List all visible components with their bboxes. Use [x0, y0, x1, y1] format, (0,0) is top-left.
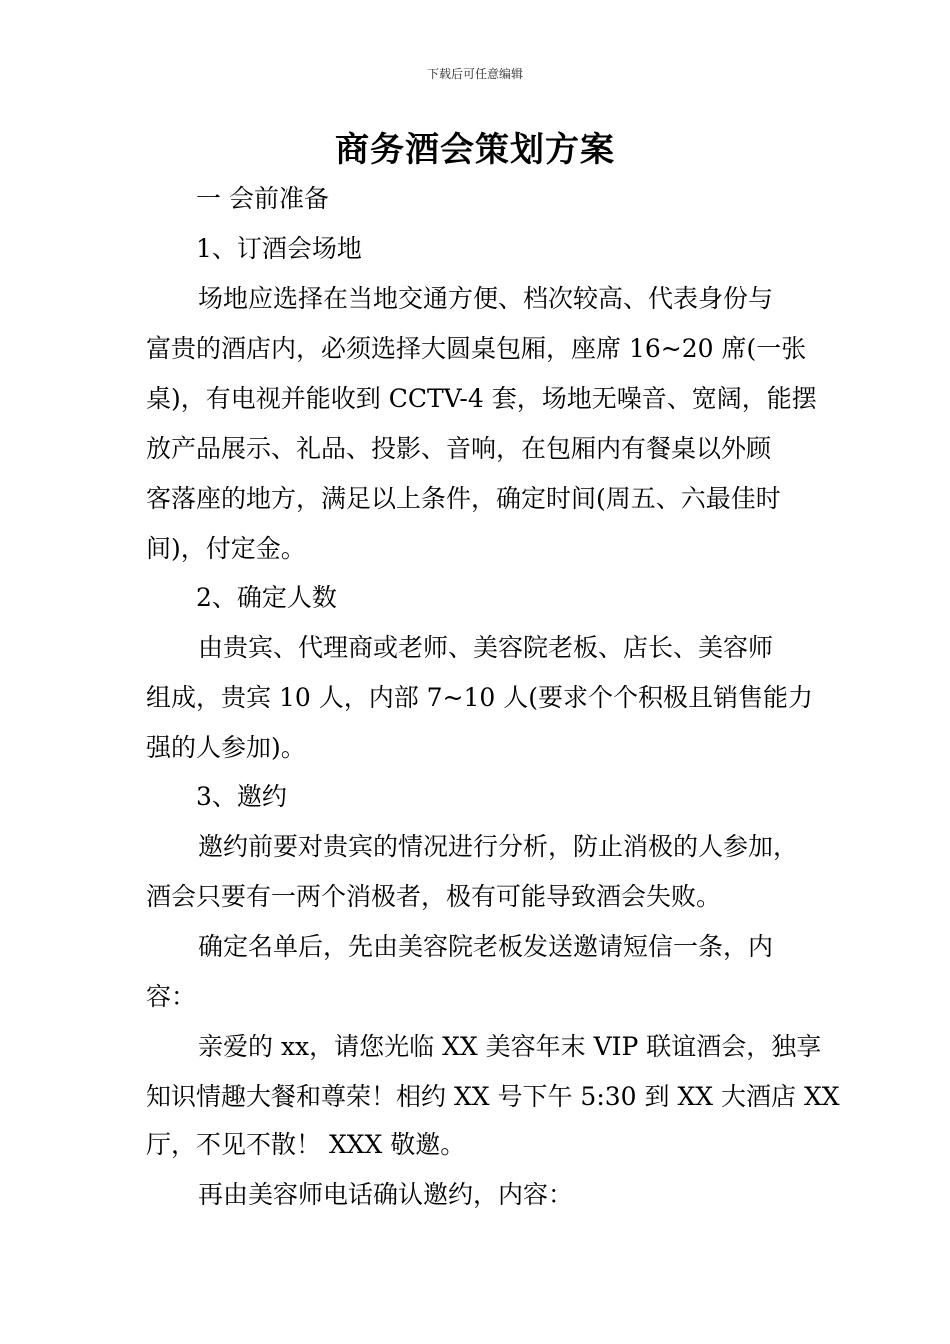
- paragraph-line: 确定名单后，先由美容院老板发送邀请短信一条，内: [198, 932, 774, 961]
- subsection-heading: 3、邀约: [196, 782, 287, 811]
- page-header-note: 下载后可任意编辑: [426, 67, 523, 81]
- paragraph-line: 厅，不见不散！ XXX 敬邀。: [146, 1130, 466, 1159]
- paragraph-line: 组成，贵宾 10 人，内部 7~10 人(要求个个积极且销售能力: [146, 683, 814, 712]
- subsection-heading: 2、确定人数: [196, 583, 337, 612]
- paragraph-line: 亲爱的 xx，请您光临 XX 美容年末 VIP 联谊酒会，独享: [198, 1032, 822, 1061]
- paragraph-line: 客落座的地方，满足以上条件，确定时间(周五、六最佳时: [146, 484, 781, 513]
- paragraph-line: 强的人参加)。: [146, 733, 306, 762]
- paragraph-line: 酒会只要有一两个消极者，极有可能导致酒会失败。: [146, 882, 722, 911]
- paragraph-line: 场地应选择在当地交通方便、档次较高、代表身份与: [198, 284, 774, 313]
- paragraph-line: 知识情趣大餐和尊荣！相约 XX 号下午 5:30 到 XX 大酒店 XX: [146, 1082, 840, 1111]
- paragraph-line: 容：: [146, 982, 197, 1011]
- paragraph-line: 再由美容师电话确认邀约，内容：: [198, 1180, 574, 1209]
- paragraph-line: 间)，付定金。: [146, 534, 306, 563]
- paragraph-line: 邀约前要对贵宾的情况进行分析，防止消极的人参加，: [198, 832, 799, 861]
- subsection-heading: 1、订酒会场地: [196, 234, 362, 263]
- paragraph-line: 桌)，有电视并能收到 CCTV-4 套，场地无噪音、宽阔，能摆: [146, 384, 817, 413]
- document-title: 商务酒会策划方案: [335, 130, 615, 170]
- paragraph-line: 富贵的酒店内，必须选择大圆桌包厢，座席 16~20 席(一张: [146, 334, 807, 363]
- section-heading: 一 会前准备: [196, 184, 329, 213]
- paragraph-line: 放产品展示、礼品、投影、音响，在包厢内有餐桌以外顾: [146, 434, 772, 463]
- paragraph-line: 由贵宾、代理商或老师、美容院老板、店长、美容师: [198, 633, 774, 662]
